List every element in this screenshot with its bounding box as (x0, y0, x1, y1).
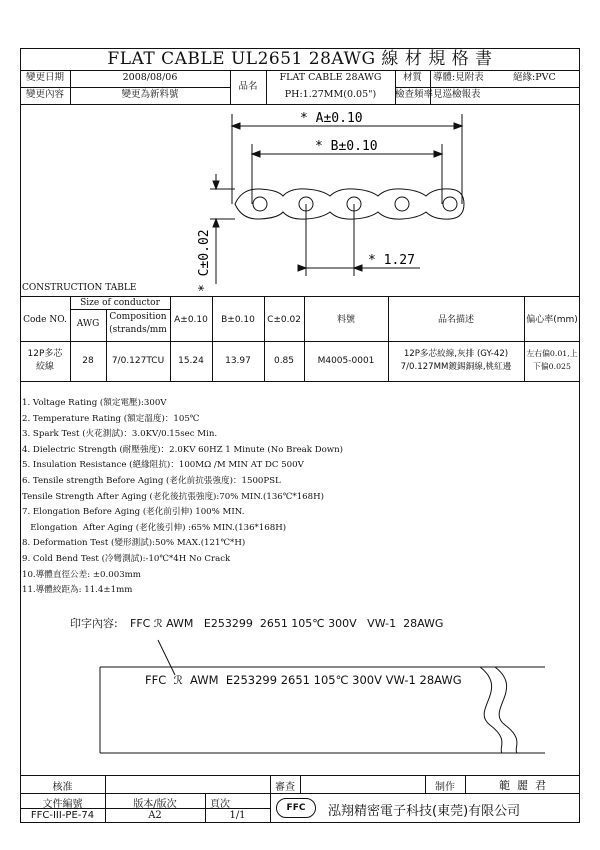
doc-no-label: 文件編號 (42, 799, 83, 810)
spec-1: 1. Voltage Rating (額定電壓):300V (22, 398, 167, 408)
material-label: 材質 (402, 72, 422, 83)
row-a: 15.24 (178, 356, 204, 366)
spec-7b: Elongation After Aging (老化後引伸) :65% MIN.(136*168H) (22, 522, 287, 533)
construction-title: CONSTRUCTION TABLE (22, 283, 137, 293)
spec-11: 11.導體絞距為: 11.4±1mm (22, 585, 133, 596)
spec-9: 9. Cold Bend Test (冷彎測試):-10℃*4H No Crack (22, 554, 231, 564)
header-composition-sub: (strands/mm (109, 325, 167, 335)
document-title: FLAT CABLE UL2651 28AWG 線 材 規 格 書 (107, 49, 493, 69)
row-dev-line1: 左右偏0.01,上 (526, 349, 578, 358)
change-content: 變更為新料號 (121, 89, 179, 100)
dim-a-label: * A±0.10 (300, 111, 363, 126)
spec-7: 7. Elongation Before Aging (老化前引伸) 100% MIN. (22, 507, 245, 518)
header-composition: Composition (109, 312, 167, 322)
inspection-value: 見巡檢報表 (433, 89, 481, 100)
header-deviation: 偏心率(mm) (526, 315, 578, 325)
cable-cross-section-diagram (20, 104, 580, 299)
change-date-label: 變更日期 (25, 72, 64, 83)
row-awg: 28 (82, 356, 94, 366)
marking-label: 印字內容: (70, 617, 118, 630)
header-code-no: Code NO. (23, 315, 67, 325)
row-code-line1: 12P多芯 (27, 349, 63, 359)
page-number: 1/1 (229, 810, 246, 821)
dim-c-label: * C±0.02 (197, 229, 212, 292)
row-b: 13.97 (225, 356, 251, 366)
header-description: 品名描述 (437, 315, 474, 325)
spec-4: 4. Dielectric Strength (耐壓強度)：2.0KV 60HZ 1 Minute (No Break Down) (22, 444, 344, 455)
made-label: 制作 (435, 782, 455, 793)
row-desc-line1: 12P多芯絞線,灰排 (GY-42) (403, 349, 509, 359)
row-part-no: M4005-0001 (317, 356, 375, 366)
header-awg: AWG (76, 319, 100, 329)
product-name-line2: PH:1.27MM(0.05") (284, 89, 377, 100)
row-desc-line2: 7/0.127MM鍍錫銅線,桃紅邊 (400, 362, 512, 372)
version-label: 版本/版次 (133, 799, 177, 810)
marking-text: FFC ℛ AWM E253299 2651 105℃ 300V VW-1 28AWG (130, 617, 444, 630)
cable-print-illustration (90, 630, 560, 765)
version: A2 (148, 810, 162, 821)
product-name-label: 品名 (238, 81, 258, 92)
spec-6b: Tensile Strength After Aging (老化後抗張強度):70% MIN.(136℃*168H) (22, 491, 324, 502)
logo-text: FFC (286, 803, 306, 813)
header-a: A±0.10 (174, 315, 208, 325)
spec-10: 10.導體直徑公差: ±0.003mm (22, 569, 141, 580)
change-content-label: 變更內容 (25, 89, 64, 100)
spec-3: 3. Spark Test (火花測試)：3.0KV/0.15sec Min. (22, 429, 218, 440)
change-date: 2008/08/06 (122, 72, 178, 83)
header-size-of-conductor: Size of conductor (80, 298, 160, 308)
row-composition: 7/0.127TCU (111, 356, 165, 366)
row-code-line2: 絞線 (35, 362, 54, 372)
review-label: 審查 (275, 782, 295, 793)
maker-name: 範 麗 君 (499, 779, 546, 792)
spec-6: 6. Tensile strength Before Aging (老化前抗張強度)：1500PSL (22, 476, 281, 486)
spec-8: 8. Deformation Test (變形測試):50% MAX.(121℃*H) (22, 538, 246, 549)
pitch-label: * 1.27 (368, 253, 415, 268)
header-part-no: 料號 (336, 315, 355, 325)
insulation-material: 絕緣:PVC (513, 72, 556, 83)
row-dev-line2: 下偏0.025 (533, 362, 571, 371)
row-c: 0.85 (273, 356, 295, 366)
dim-b-label: * B±0.10 (315, 139, 378, 154)
doc-no: FFC-III-PE-74 (30, 810, 95, 821)
conductor-material: 導體:見附表 (433, 72, 484, 83)
spec-2: 2. Temperature Rating (額定溫度)：105℃ (22, 413, 200, 424)
spec-5: 5. Insulation Resistance (絕緣阻抗)：100MΩ /M MIN AT DC 500V (22, 460, 304, 471)
company-logo (276, 798, 316, 818)
header-b: B±0.10 (221, 315, 255, 325)
cable-print-text: FFC ℛ AWM E253299 2651 105℃ 300V VW-1 28AWG (145, 673, 462, 687)
page-label: 頁次 (210, 799, 230, 810)
approve-label: 核准 (52, 782, 73, 793)
product-name-line1: FLAT CABLE 28AWG (279, 72, 382, 83)
inspection-label: 檢查頻率 (395, 89, 434, 100)
header-c: C±0.02 (267, 315, 301, 325)
company-name: 泓翔精密電子科技(東莞)有限公司 (328, 804, 521, 819)
